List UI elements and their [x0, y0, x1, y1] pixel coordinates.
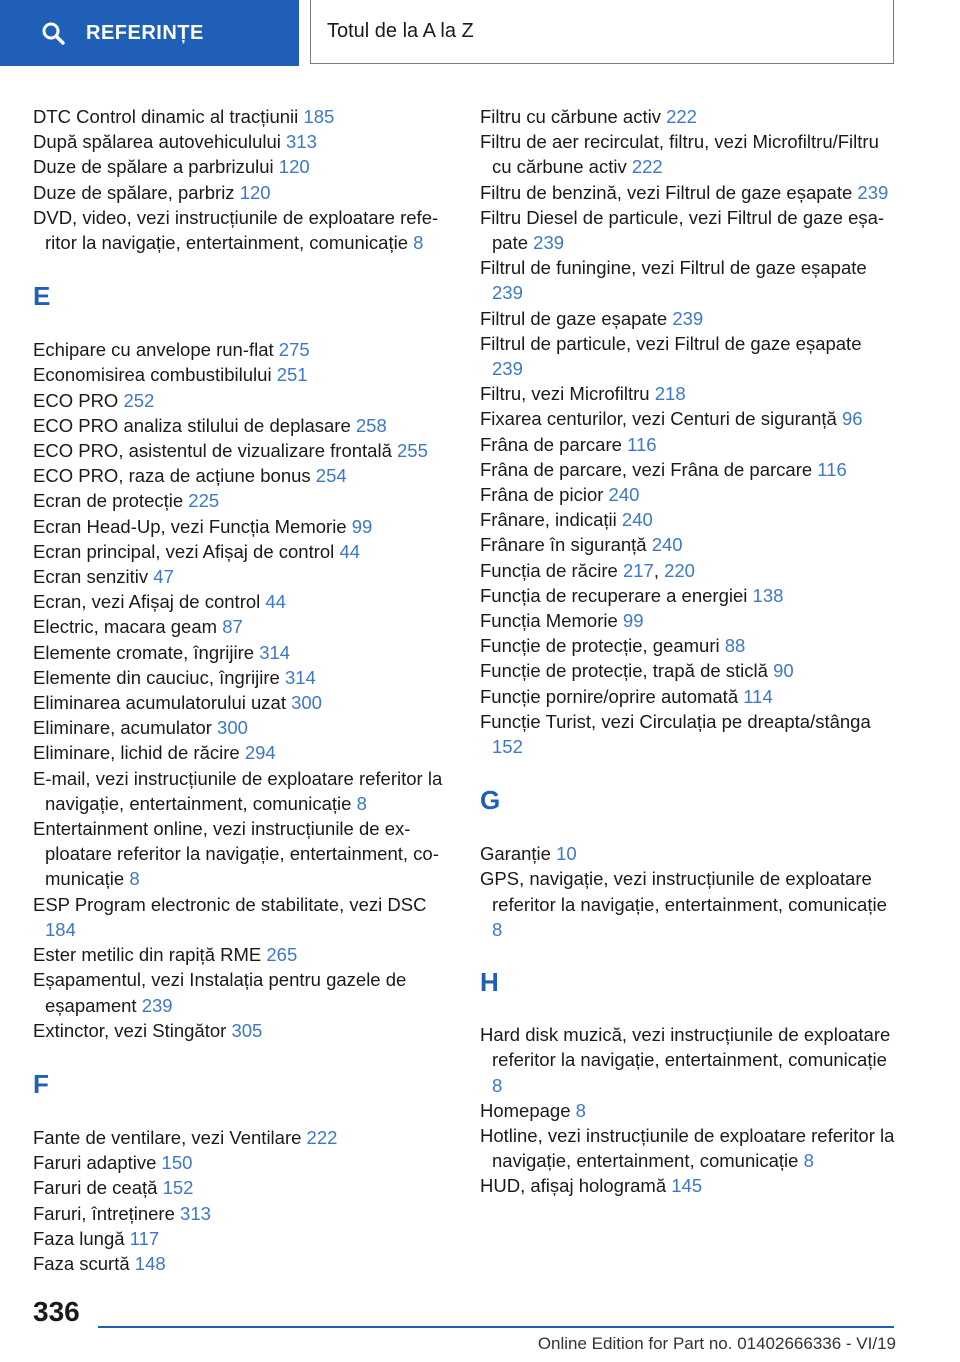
entry-text: Funcția de răcire [480, 559, 623, 581]
entry-text: Funcția Memorie [480, 610, 623, 632]
entry-text: Echipare cu anvelope run-flat [33, 339, 279, 361]
page-number: 336 [33, 1296, 80, 1327]
entry-text: Ester metilic din rapiță RME [33, 944, 267, 966]
entry-text: Faza lungă [33, 1227, 130, 1249]
page-link[interactable]: 265 [266, 944, 298, 966]
index-entry [480, 457, 895, 482]
index-entry [33, 180, 448, 205]
entry-text: Faruri adaptive [33, 1152, 162, 1174]
entry-text: Filtrul de funingine, vezi Filtrul de gaze eșapate [480, 257, 867, 279]
index-entry [480, 684, 895, 709]
page-link[interactable]: 294 [244, 742, 276, 764]
entry-text: E-mail, vezi instrucțiunile de exploatare referitor la navigație, entertainment, comunicație [33, 767, 443, 814]
footer-divider [98, 1326, 894, 1328]
page-link[interactable]: 314 [259, 641, 291, 663]
entry-text: Eliminarea acumulatorului uzat [33, 692, 292, 714]
page-link[interactable]: 239 [857, 181, 889, 203]
index-entry [33, 766, 448, 816]
entry-text: Ecran Head-Up, vezi Funcția Memorie [33, 515, 352, 537]
edition-note: Online Edition for Part no. 01402666336 - VI/19 [537, 1334, 896, 1353]
page-link[interactable]: 218 [654, 383, 686, 405]
index-entry [480, 381, 895, 406]
entry-text: Hotline, vezi instrucțiunile de exploatare referitor la navigație, entertainment, comunicație [480, 1124, 895, 1172]
entry-text: Frâna de picior [480, 484, 609, 506]
index-entry [33, 1125, 448, 1150]
index-entry [33, 104, 448, 129]
index-entry [480, 841, 895, 866]
page-link[interactable]: 217 [622, 559, 654, 581]
page-link[interactable]: 152 [492, 736, 523, 758]
index-entry [33, 388, 448, 413]
index-entry [480, 331, 895, 381]
page-link[interactable]: 258 [355, 414, 387, 436]
index-entry [480, 482, 895, 507]
entry-text: Eliminare, acumulator [33, 717, 218, 739]
entry-text: Duze de spălare, parbriz [33, 181, 240, 203]
page-link[interactable]: 114 [743, 685, 773, 707]
index-entry [33, 488, 448, 513]
index-letter-f: F [33, 1068, 49, 1099]
entry-text: Filtru, vezi Microfiltru [480, 383, 655, 405]
index-entry [480, 1123, 895, 1173]
entry-text: Fixarea centurilor, vezi Centuri de siguranță [480, 408, 842, 430]
page-link[interactable]: 239 [141, 994, 173, 1016]
entry-text: ECO PRO, raza de acțiune bonus [33, 465, 316, 487]
page-header [0, 0, 960, 66]
index-entry [33, 1201, 448, 1226]
page-link[interactable]: 185 [303, 106, 335, 127]
entry-text: Filtru de benzină, vezi Filtrul de gaze eșapate [480, 181, 858, 203]
index-entry [33, 816, 448, 892]
page-link[interactable]: 239 [672, 307, 704, 329]
index-entry [480, 709, 895, 759]
entry-text: DVD, video, vezi instrucțiunile de exploatare referitor la navigație, entertainment, comunicație [33, 206, 439, 254]
index-entry [480, 1098, 895, 1123]
entry-text: Extinctor, vezi Stingător [33, 1019, 232, 1041]
page-link[interactable]: 8 [356, 792, 367, 814]
index-entry [33, 362, 448, 387]
index-entry [33, 1018, 448, 1043]
page-link[interactable]: 222 [666, 106, 697, 127]
page-link[interactable]: 10 [556, 843, 577, 865]
index-column-right [480, 104, 895, 1199]
index-column-left [33, 104, 448, 1276]
index-entry [33, 1226, 448, 1251]
page-link[interactable]: 120 [278, 156, 310, 178]
page-link[interactable]: 116 [817, 458, 847, 480]
page-link[interactable]: 152 [162, 1177, 194, 1199]
page-link[interactable]: 240 [651, 534, 683, 556]
entry-text: Ecran senzitiv [33, 566, 154, 588]
page-link[interactable]: 8 [575, 1099, 586, 1121]
entry-text: Funcție de protecție, geamuri [480, 635, 725, 657]
entry-text: ECO PRO, asistentul de vizualizare frontală [33, 440, 397, 462]
page-link[interactable]: 255 [397, 440, 428, 462]
entry-text: Frânare, indicații [480, 509, 622, 531]
entry-text: Frâna de parcare [480, 433, 628, 455]
index-entry [33, 337, 448, 362]
entry-text: ECO PRO [33, 389, 124, 411]
index-entry [33, 614, 448, 639]
page-link[interactable]: 252 [123, 389, 155, 411]
page-link[interactable]: 90 [773, 660, 794, 682]
index-letter-e: E [33, 281, 51, 312]
page-link[interactable]: 117 [129, 1227, 160, 1249]
index-entry [480, 255, 895, 305]
index-entry [33, 564, 448, 589]
entry-text: Economisirea combustibilului [33, 364, 277, 386]
index-entry [480, 583, 895, 608]
page-link[interactable]: 222 [631, 156, 663, 178]
index-entry [33, 640, 448, 665]
page-link[interactable]: 8 [803, 1150, 814, 1172]
index-entry [480, 104, 895, 129]
index-entry [480, 866, 895, 942]
index-entry [480, 180, 895, 205]
page-link[interactable]: 150 [161, 1152, 193, 1174]
index-entry [33, 154, 448, 179]
index-entry [33, 129, 448, 154]
index-entry [33, 665, 448, 690]
index-entry [480, 608, 895, 633]
index-entry [33, 740, 448, 765]
page-link[interactable]: 96 [841, 408, 863, 430]
index-entry [480, 205, 895, 255]
page-link[interactable]: 8 [492, 918, 503, 940]
entry-text: Filtrul de particule, vezi Filtrul de gaze eșapate [480, 332, 862, 354]
entry-text: HUD, afișaj hologramă [480, 1175, 672, 1197]
entry-text: Funcție pornire/oprire automată [480, 685, 744, 707]
index-entry [480, 432, 895, 457]
page-link[interactable]: 44 [339, 540, 361, 562]
page-link[interactable]: 120 [239, 181, 271, 203]
index-entry [480, 406, 895, 431]
entry-text: ECO PRO analiza stilului de deplasare [33, 414, 356, 436]
page-link[interactable]: 254 [315, 465, 347, 487]
index-entry [33, 205, 448, 255]
search-icon [40, 20, 66, 46]
entry-text: Eșapamentul, vezi Instalația pentru gazele de eșapament [33, 969, 407, 1016]
page-link[interactable]: 87 [222, 616, 243, 638]
page-link[interactable]: 116 [627, 433, 657, 455]
page-link[interactable]: 220 [664, 559, 695, 581]
entry-text: Filtru de aer recirculat, filtru, vezi Microfiltru/Filtru cu cărbune activ [480, 131, 879, 178]
page-link[interactable]: 305 [231, 1019, 263, 1041]
chapter-title: Totul de la A la Z [327, 20, 474, 42]
entry-text: Elemente din cauciuc, îngrijire [33, 666, 285, 688]
entry-text: ESP Program electronic de stabilitate, vezi DSC [33, 893, 427, 915]
index-entry [33, 892, 448, 942]
index-entry [480, 507, 895, 532]
entry-text: Elemente cromate, îngrijire [33, 641, 260, 663]
entry-text: Ecran de protecție [33, 490, 189, 512]
page-link[interactable]: 8 [492, 1074, 503, 1096]
entry-text: Frâna de parcare, vezi Frâna de parcare [480, 458, 818, 480]
page-link[interactable]: 88 [724, 635, 746, 657]
index-entry [480, 558, 895, 583]
page-separator: , [653, 559, 665, 581]
page-link[interactable]: 239 [492, 282, 523, 304]
entry-text: Frânare în siguranță [480, 534, 652, 556]
page-link[interactable]: 300 [291, 692, 322, 714]
entry-text: Eliminare, lichid de răcire [33, 742, 245, 764]
entry-text: Funcția de recuperare a energiei [480, 584, 753, 606]
index-entry [33, 715, 448, 740]
page-link[interactable]: 275 [278, 339, 310, 361]
page-link[interactable]: 99 [622, 610, 644, 632]
entry-text: Faza scurtă [33, 1252, 135, 1274]
entry-text: După spălarea autovehiculului [33, 131, 287, 153]
index-entry [33, 514, 448, 539]
index-entry [480, 633, 895, 658]
index-entry [480, 532, 895, 557]
index-entry [33, 539, 448, 564]
entry-text: Entertainment online, vezi instrucțiunile de exploatare referitor la navigație, entertainment, comunicație [33, 818, 439, 890]
index-entry [33, 690, 448, 715]
entry-text: Filtru cu cărbune activ [480, 106, 667, 127]
page-link[interactable]: 300 [217, 717, 248, 739]
page-link[interactable]: 240 [621, 509, 653, 531]
index-entry [33, 942, 448, 967]
chapter-title-tab [310, 0, 894, 64]
page-link[interactable]: 8 [129, 868, 140, 890]
index-entry [33, 438, 448, 463]
entry-text: Electric, macara geam [33, 616, 223, 638]
entry-text: Garanție [480, 843, 557, 865]
page-link[interactable]: 184 [45, 918, 76, 940]
entry-text: Faruri, întreținere [33, 1202, 181, 1224]
page-link[interactable]: 99 [351, 515, 373, 537]
entry-text: Funcție Turist, vezi Circulația pe dreapta/stânga [480, 710, 871, 732]
page-link[interactable]: 138 [752, 584, 784, 606]
entry-text: Filtru Diesel de particule, vezi Filtrul de gaze eșapate [480, 206, 885, 254]
page-link[interactable]: 313 [180, 1202, 211, 1224]
entry-text: Fante de ventilare, vezi Ventilare [33, 1126, 307, 1148]
entry-text: Duze de spălare a parbrizului [33, 156, 279, 178]
index-entry [33, 1251, 448, 1276]
entry-text: Homepage [480, 1099, 576, 1121]
index-letter-h: H [480, 967, 499, 998]
index-entry [480, 658, 895, 683]
page-link[interactable]: 222 [306, 1126, 338, 1148]
entry-text: Ecran, vezi Afișaj de control [33, 591, 266, 613]
index-entry [480, 1022, 895, 1098]
index-entry [33, 967, 448, 1017]
page-link[interactable]: 239 [492, 358, 523, 380]
page-link[interactable]: 240 [608, 484, 640, 506]
entry-text: Faruri de ceață [33, 1177, 163, 1199]
entry-text: Funcție de protecție, trapă de sticlă [480, 660, 774, 682]
index-entry [33, 1175, 448, 1200]
index-entry [33, 463, 448, 488]
page-link[interactable]: 314 [284, 666, 316, 688]
page-link[interactable]: 239 [533, 232, 565, 254]
page-link[interactable]: 251 [276, 364, 308, 386]
entry-text: GPS, navigație, vezi instrucțiunile de exploatare referitor la navigație, entertainment, comunicație [480, 868, 887, 915]
page-link[interactable]: 225 [188, 490, 220, 512]
entry-text: DTC Control dinamic al tracțiunii [33, 106, 304, 127]
section-label: REFERINȚE [86, 21, 204, 44]
entry-text: Hard disk muzică, vezi instrucțiunile de exploatare referitor la navigație, entertainment, comunicație [480, 1024, 891, 1071]
entry-text: Filtrul de gaze eșapate [480, 307, 673, 329]
index-entry [480, 129, 895, 179]
section-tab-referinte[interactable] [0, 0, 299, 66]
page-link[interactable]: 313 [286, 131, 317, 153]
page-link[interactable]: 44 [265, 591, 286, 613]
index-entry [33, 413, 448, 438]
page-link[interactable]: 8 [413, 232, 424, 254]
index-letter-g: G [480, 785, 501, 816]
index-entry [480, 1173, 895, 1198]
page-link[interactable]: 145 [671, 1175, 703, 1197]
entry-text: Ecran principal, vezi Afișaj de control [33, 540, 340, 562]
index-entry [33, 589, 448, 614]
index-entry [480, 306, 895, 331]
page-link[interactable]: 148 [134, 1252, 166, 1274]
page-link[interactable]: 47 [153, 566, 174, 588]
index-entry [33, 1150, 448, 1175]
